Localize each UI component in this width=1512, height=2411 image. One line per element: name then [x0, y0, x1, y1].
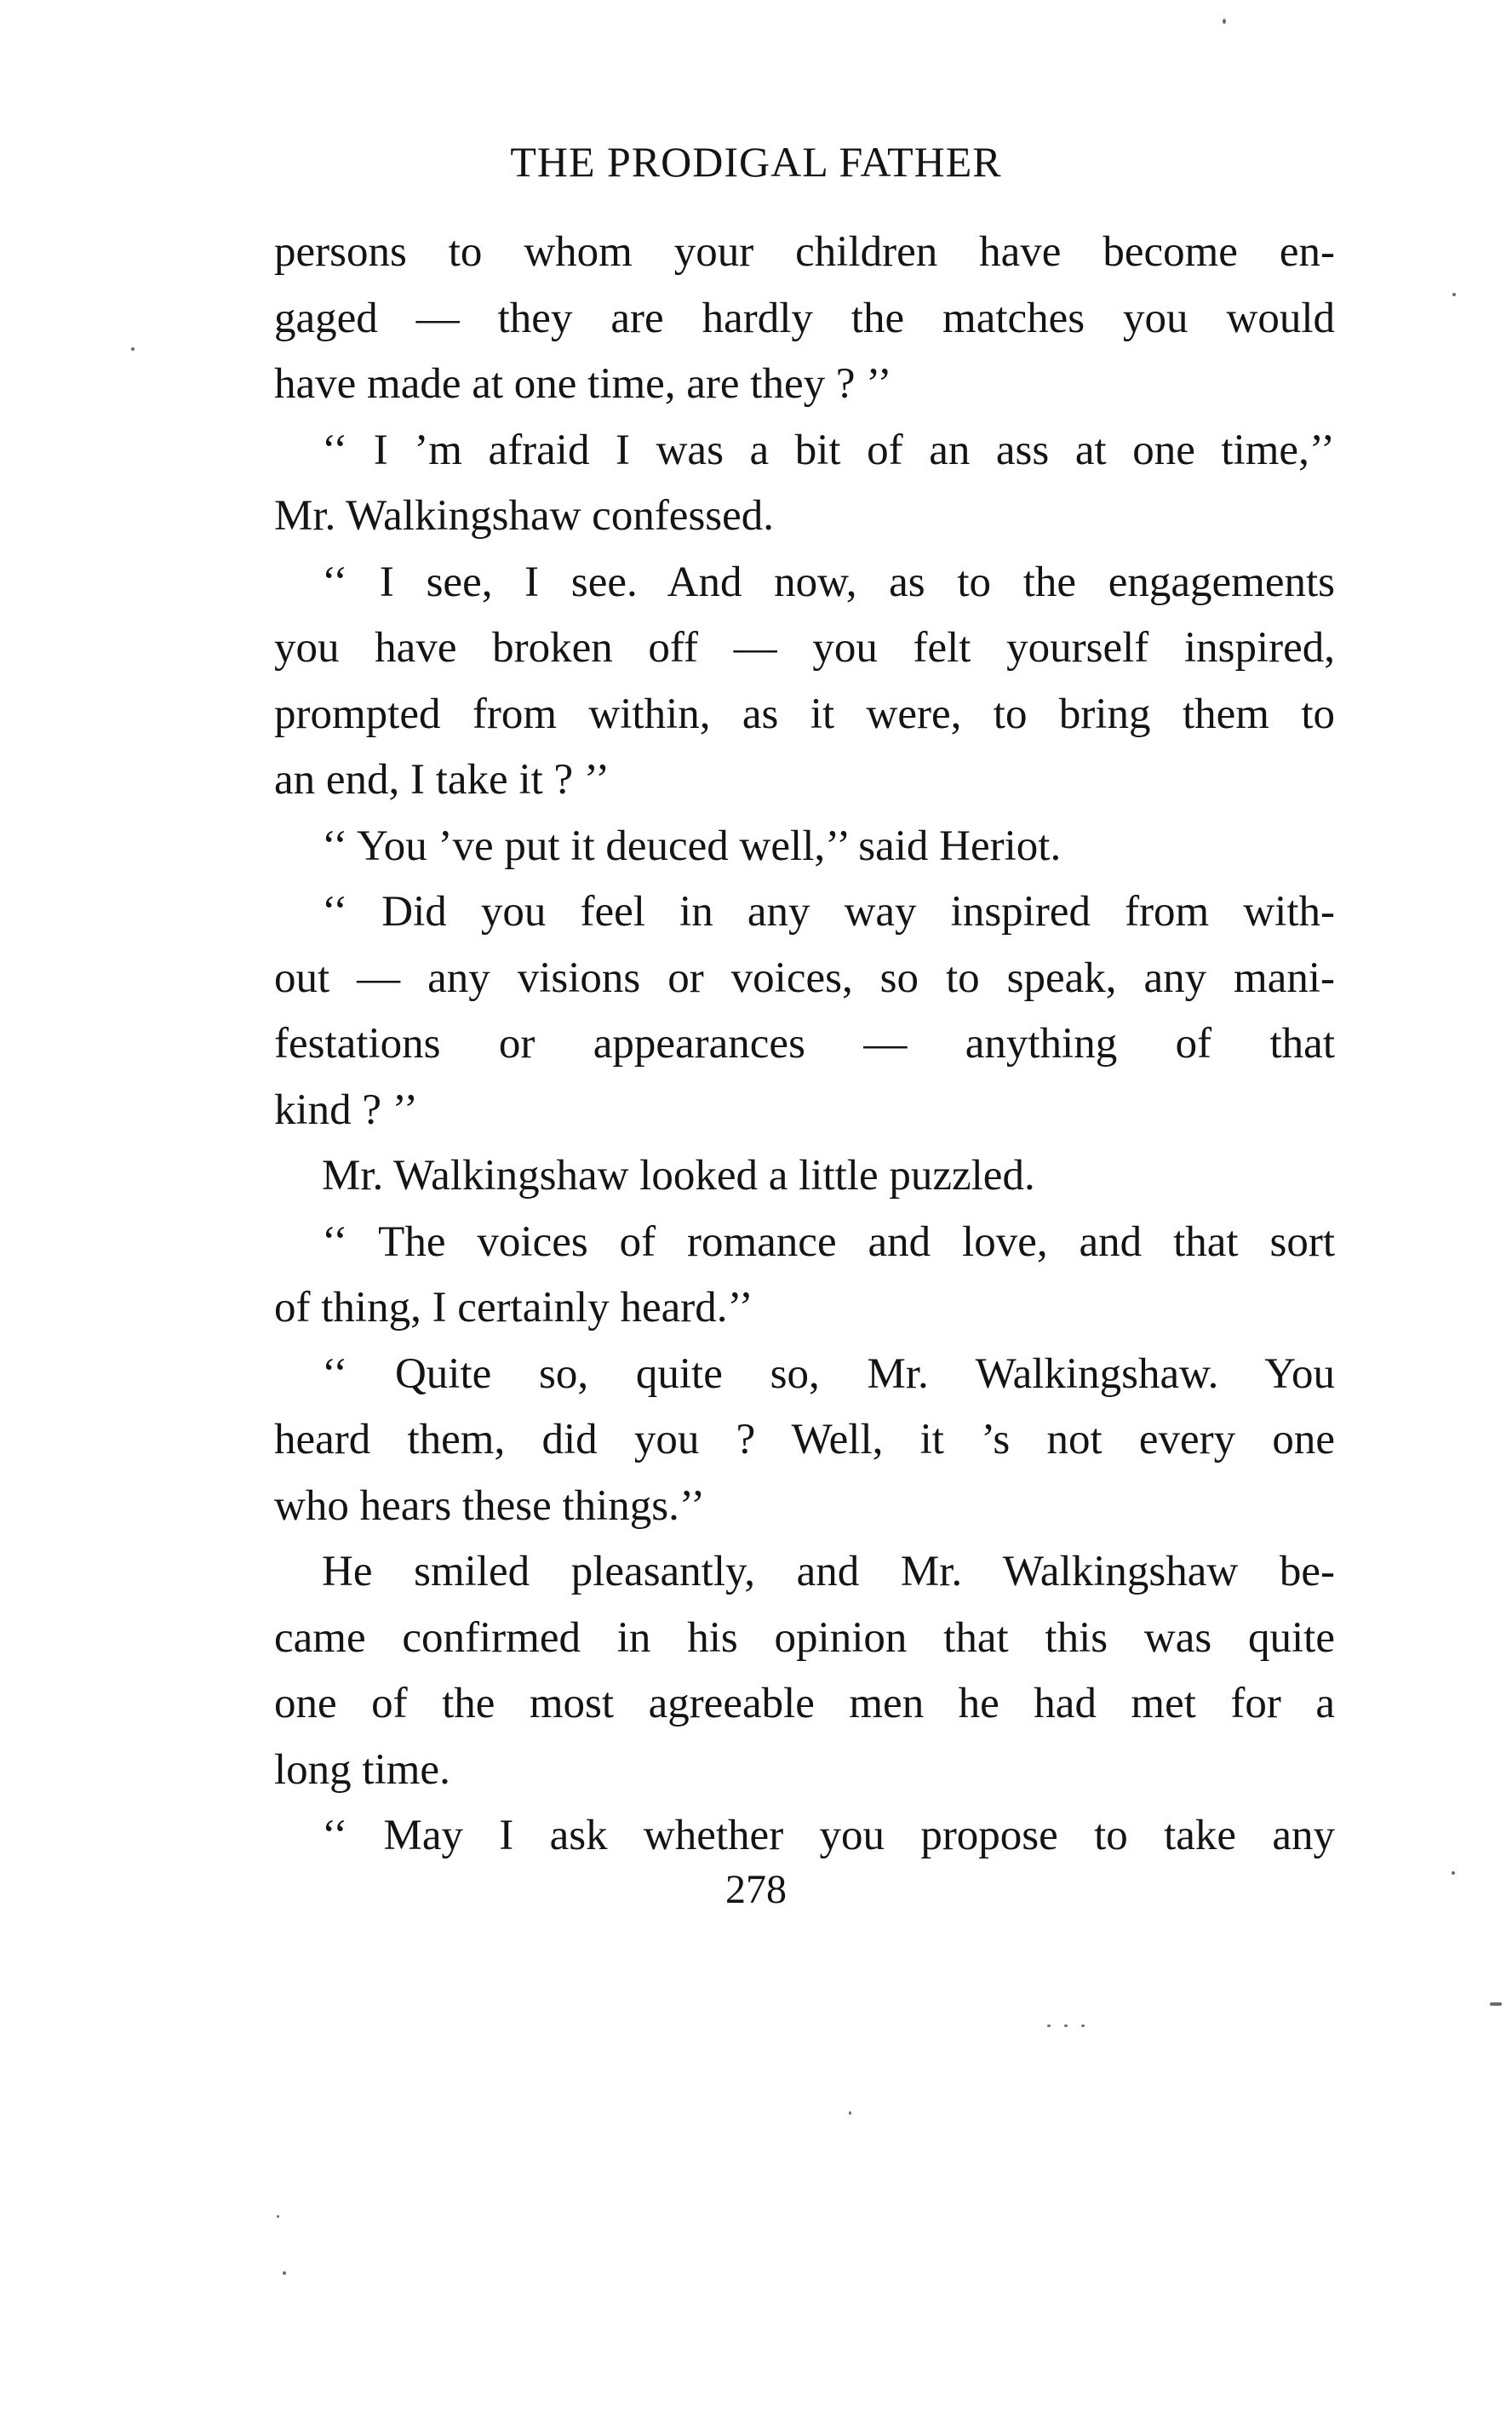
page-number: 278 — [725, 1867, 787, 1912]
text-line: festations or appearances — anything of that — [274, 1020, 1335, 1068]
text-line: you have broken off — you felt yourself inspired, — [274, 624, 1335, 672]
text-line: Mr. Walkingshaw confessed. — [274, 492, 775, 540]
text-line: ‘‘ Quite so, quite so, Mr. Walkingshaw. You — [322, 1349, 1335, 1398]
scan-speck — [1490, 2002, 1502, 2006]
running-head: THE PRODIGAL FATHER — [510, 138, 1002, 186]
text-line: an end, I take it ? ’’ — [274, 756, 610, 804]
scan-speck — [849, 2111, 851, 2115]
scan-speck — [277, 2215, 279, 2218]
text-line: Mr. Walkingshaw looked a little puzzled. — [322, 1152, 1035, 1200]
text-line: He smiled pleasantly, and Mr. Walkingshaw be- — [322, 1548, 1335, 1595]
text-line: who hears these things.’’ — [274, 1481, 706, 1530]
text-line: ‘‘ The voices of romance and love, and that sort — [322, 1217, 1335, 1266]
scan-speck — [1047, 2024, 1051, 2027]
text-line: out — any visions or voices, so to speak, any mani- — [274, 954, 1335, 1002]
body-text — [274, 220, 1335, 1870]
text-line: ‘‘ May I ask whether you propose to take any — [322, 1812, 1335, 1859]
text-line: long time. — [274, 1745, 450, 1794]
scan-speck — [1081, 2024, 1085, 2027]
text-line: one of the most agreeable men he had met for a — [274, 1680, 1335, 1727]
scan-speck — [1223, 19, 1226, 24]
scan-speck — [283, 2271, 286, 2275]
scan-speck — [1452, 293, 1456, 296]
text-line: ‘‘ I see, I see. And now, as to the engagements — [322, 558, 1335, 606]
text-line: prompted from within, as it were, to bring them to — [274, 690, 1335, 738]
scan-speck — [131, 347, 135, 351]
scan-speck — [1064, 2024, 1068, 2027]
text-line: gaged — they are hardly the matches you would — [274, 294, 1335, 342]
text-line: ‘‘ You ’ve put it deuced well,’’ said Heriot. — [322, 822, 1062, 870]
text-line: persons to whom your children have become en- — [274, 228, 1335, 276]
scan-speck — [1452, 1871, 1455, 1875]
text-line: heard them, did you ? Well, it ’s not every one — [274, 1416, 1335, 1463]
text-line: came confirmed in his opinion that this was quite — [274, 1613, 1335, 1662]
text-line: have made at one time, are they ? ’’ — [274, 360, 892, 408]
text-line: ‘‘ I ’m afraid I was a bit of an ass at one time,’’ — [322, 426, 1335, 474]
text-line: of thing, I certainly heard.’’ — [274, 1284, 753, 1331]
text-line: kind ? ’’ — [274, 1085, 418, 1134]
text-line: ‘‘ Did you feel in any way inspired from with- — [322, 888, 1335, 936]
